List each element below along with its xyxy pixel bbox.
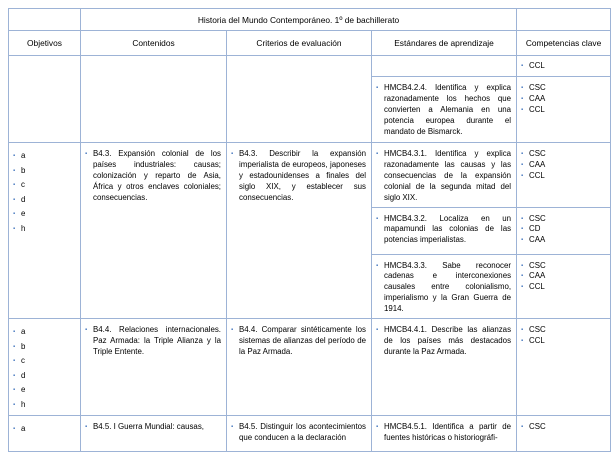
- estandar-cell: [372, 207, 517, 254]
- competencia-item: ▪ CCL: [520, 105, 605, 116]
- competencia-item: ▪ CAA: [520, 160, 605, 171]
- header-spacer-cell: [9, 9, 81, 31]
- objetivo-item: ▪ d: [12, 369, 75, 384]
- estandar-cell: [372, 416, 517, 452]
- competencia-item: ▪ CSC: [520, 325, 605, 336]
- competencia-item: ▪ CCL: [520, 282, 605, 293]
- col-header-objetivos: Objetivos: [9, 31, 81, 56]
- objetivo-item: ▪ e: [12, 207, 75, 222]
- contenido-text: ▪ B4.4. Relaciones internacionales. Paz Armada: la Triple Alianza y la Triple Entente.: [84, 325, 221, 358]
- competencias-cell: [517, 143, 611, 208]
- objetivo-item: ▪ h: [12, 398, 75, 413]
- contenido-text: ▪ B4.5. I Guerra Mundial: causas,: [84, 422, 221, 433]
- competencia-item: ▪ CD: [520, 224, 605, 235]
- estandar-text: ▪ HMCB4.3.2. Localiza en un mapamundi las colonias de las potencias imperialistas.: [375, 214, 511, 247]
- competencia-item: ▪ CSC: [520, 422, 605, 433]
- objetivo-item: ▪ d: [12, 193, 75, 208]
- objetivos-cell: [9, 143, 81, 319]
- competencia-item: ▪ CCL: [520, 336, 605, 347]
- competencia-item: ▪ CAA: [520, 94, 605, 105]
- objetivo-item: ▪ e: [12, 383, 75, 398]
- competencias-cell: [517, 56, 611, 77]
- estandar-text: ▪ HMCB4.5.1. Identifica a partir de fuentes históricas o historiográfi-: [375, 422, 511, 444]
- estandar-cell: [372, 319, 517, 416]
- competencia-item: ▪ CSC: [520, 261, 605, 272]
- criterio-text: ▪ B4.4. Comparar sintéticamente los sistemas de alianzas del período de la Paz Armada.: [230, 325, 366, 358]
- criterio-text: ▪ B4.3. Describir la expansión imperialista de europeos, japoneses y estadounidenses a finales del siglo XIX, y establecer sus consecuencias.: [230, 149, 366, 204]
- competencia-item: ▪ CSC: [520, 149, 605, 160]
- estandar-text: ▪ HMCB4.3.3. Sabe reconocer cadenas e interconexiones causales entre colonialismo, imperialismo y la Gran Guerra de 1914.: [375, 261, 511, 316]
- competencias-cell: [517, 254, 611, 319]
- objetivo-item: ▪ a: [12, 149, 75, 164]
- objetivo-item: ▪ c: [12, 354, 75, 369]
- estandar-cell: [372, 56, 517, 77]
- objetivo-item: ▪ b: [12, 340, 75, 355]
- estandar-text: ▪ HMCB4.4.1. Describe las alianzas de los países más destacados durante la Paz Armada.: [375, 325, 511, 358]
- objetivo-item: ▪ c: [12, 178, 75, 193]
- header-spacer-cell-right: [517, 9, 611, 31]
- objetivos-cell: [9, 319, 81, 416]
- criterio-cell: [227, 56, 372, 143]
- table-title: Historia del Mundo Contemporáneo. 1º de bachillerato: [81, 9, 517, 31]
- criterio-cell: [227, 319, 372, 416]
- objetivo-item: ▪ a: [12, 422, 75, 437]
- objetivo-item: ▪ h: [12, 222, 75, 237]
- objetivo-item: ▪ a: [12, 325, 75, 340]
- competencia-item: ▪ CCL: [520, 61, 605, 72]
- objetivos-cell: [9, 416, 81, 452]
- page: [8, 8, 611, 452]
- competencia-item: ▪ CAA: [520, 271, 605, 282]
- criterio-cell: [227, 416, 372, 452]
- criterio-cell: [227, 143, 372, 319]
- contenido-cell: [81, 319, 227, 416]
- competencias-cell: [517, 77, 611, 143]
- col-header-contenidos: Contenidos: [81, 31, 227, 56]
- competencia-item: ▪ CAA: [520, 235, 605, 246]
- estandar-cell: [372, 77, 517, 143]
- contenido-cell: [81, 143, 227, 319]
- estandar-cell: [372, 143, 517, 208]
- contenido-cell: [81, 56, 227, 143]
- contenido-text: ▪ B4.3. Expansión colonial de los países industriales: causas; colonización y reparto de Asia, África y otros enclaves coloniales; consecuencias.: [84, 149, 221, 204]
- objetivo-item: ▪ b: [12, 164, 75, 179]
- criterio-text: ▪ B4.5. Distinguir los acontecimientos que conducen a la declaración: [230, 422, 366, 444]
- estandar-text: ▪ HMCB4.2.4. Identifica y explica razonadamente los hechos que convierten a Alemania en una potencia europea durante el mandato de Bismarck.: [375, 83, 511, 138]
- competencia-item: ▪ CSC: [520, 83, 605, 94]
- competencia-item: ▪ CSC: [520, 214, 605, 225]
- curriculum-table: [8, 8, 611, 452]
- objetivos-cell: [9, 56, 81, 143]
- competencias-cell: [517, 416, 611, 452]
- col-header-estandares: Estándares de aprendizaje: [372, 31, 517, 56]
- contenido-cell: [81, 416, 227, 452]
- competencia-item: ▪ CCL: [520, 171, 605, 182]
- estandar-text: ▪ HMCB4.3.1. Identifica y explica razonadamente las causas y las consecuencias de la expansión colonial de la segunda mitad del siglo XIX.: [375, 149, 511, 204]
- col-header-criterios: Criterios de evaluación: [227, 31, 372, 56]
- estandar-cell: [372, 254, 517, 319]
- competencias-cell: [517, 319, 611, 416]
- col-header-competencias: Competencias clave: [517, 31, 611, 56]
- competencias-cell: [517, 207, 611, 254]
